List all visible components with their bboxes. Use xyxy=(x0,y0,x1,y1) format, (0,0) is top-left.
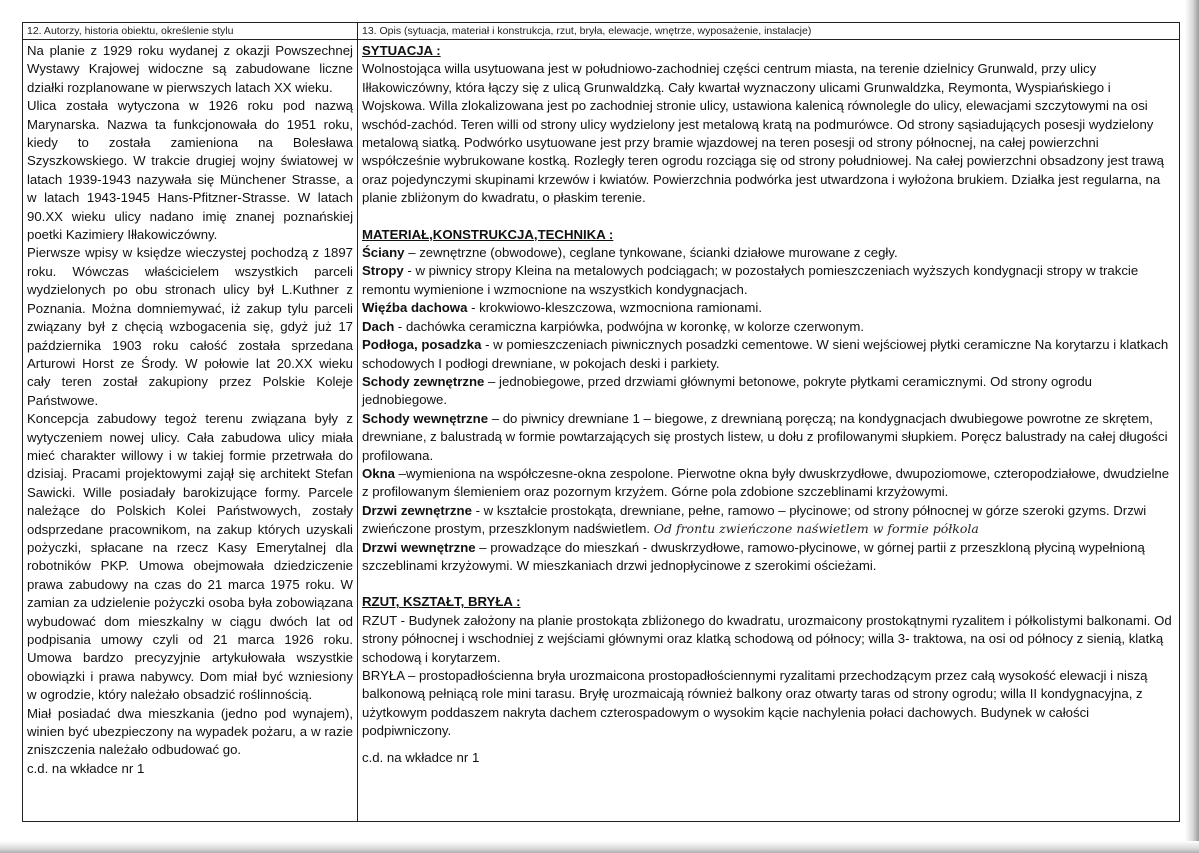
scan-edge-shadow xyxy=(0,841,1199,853)
situation-text: Wolnostojąca willa usytuowana jest w południowo-zachodniej części centrum miasta, na terenie dzielnicy Grunwald, przy ulicy Iłłakowiczówny, która łączy się z ulicą Grunwaldzką. Cały kwartał wyznaczony ulicami Grunwaldzka, Reymonta, Wyspiańskiego i Wojskowa. Willa zlokalizowana jest po zachodniej stronie ulicy, ustawiona kalenicą równolegle do ulicy, elewacjami szczytowymi na osi wschód-zachód. Teren willi od strony ulicy wydzielony jest metalową kratą na podmurówce. Od strony sąsiadujących posesji wydzielony metalową siatką. Podwórko usytuowane jest przy bramie wjazdowej na teren posesji od strony północnej, na całej powierzchni współcześnie wybrukowane kostką. Rozległy teren ogrodu rozciąga się od strony południowej. Na całej powierzchni obsadzony jest trawą oraz pojedynczymi skupinami krzewów i kwiatów. Powierzchnia podwórka jest utwardzona i wyłożona brukiem. Działka jest regularna, na planie zbliżonym do kwadratu, o płaskim terenie. xyxy=(362,61,1164,206)
handwritten-note: Od frontu zwieńczone naświetlem w formie półkola xyxy=(653,521,979,537)
term-text: - krokwiowo-kleszczowa, wzmocniona ramionami. xyxy=(467,300,763,316)
term-label: Więźba dachowa xyxy=(362,300,468,316)
term-label: Schody zewnętrzne xyxy=(362,373,485,389)
term-text: - w kształcie prostokąta, drewniane, pełne, ramowo – płycinowe; od strony północnej w górze szeroki gzyms. Drzwi zwieńczone prostym, przeszklonym nadświetlem. xyxy=(362,502,1147,537)
column-divider xyxy=(357,23,358,821)
material-item-roof xyxy=(362,318,1174,336)
material-item-inner-stairs xyxy=(362,410,1174,465)
term-label: Stropy xyxy=(362,263,404,279)
form-sheet xyxy=(22,22,1180,822)
term-label: Ściany xyxy=(362,245,405,261)
scan-edge-shadow xyxy=(1185,0,1199,853)
plan-paragraph: BRYŁA – prostopadłościenna bryła urozmaicona prostopadłościennymi ryzalitami przechodzącym przez całą wysokość elewacji i niszą balkonową pełniącą role mini tarasu. Bryłę urozmaicają również balkony oraz otwarty taras od strony ogrodu; willa II kondygnacyjna, z użytkowym poddaszem nakryta dachem czterospadowym o wysokim kącie nachylenia połaci dachowych. Budynek w całości podpiwniczony. xyxy=(362,668,1148,739)
material-item-outer-doors xyxy=(362,502,1174,539)
history-paragraph: Koncepcja zabudowy tegoż terenu związana były z wytyczeniem nowej ulicy. Cała zabudowa ulicy miała mieć charakter willowy i w takiej formie przetrwała do dzisiaj. Pracami projektowymi zajął się architekt Stefan Sawicki. Wille posiadały barokizujące formy. Parcele należące do Polskich Kolei Państwowych, zostały odsprzedane pracownikom, na zakup których uzyskali pożyczki, spłacane na rzecz Kasy Emerytalnej dla robotników PKP. Umowa obejmowała dziedziczenie prawa zabudowy na czas do 21 marca 1975 roku. W zamian za udzielenie pożyczki osoba była zobowiązana wybudować dom mieszkalny w ciągu dwóch lat od podpisania umowy czyli od 21 marca 1926 roku. Umowa bardzo precyzyjnie artykułowała wszystkie obowiązki i prawa nabywcy. Dom miał być wzniesiony w ogrodzie, który należało obsadzić roślinnością. xyxy=(27,411,353,703)
term-label: Podłoga, posadzka xyxy=(362,337,482,353)
spacer xyxy=(362,575,1174,593)
term-label: Drzwi wewnętrzne xyxy=(362,539,476,555)
history-paragraph: Pierwsze wpisy w księdze wieczystej pochodzą z 1897 roku. Wówczas właścicielem wszystkich parceli wydzielonych po obu stronach ulicy był L.Kuthner z Poznania. Można domniemywać, iż zakup tylu parceli związany był z chęcią wzbogacenia się, gdyż już 17 października 1903 roku całość została sprzedana Arturowi Horst ze Środy. W połowie lat 20.XX wieku cały teren został zakupiony przez Polskie Koleje Państwowe. xyxy=(27,245,353,408)
term-label: Okna xyxy=(362,465,395,481)
material-item-floors xyxy=(362,336,1174,373)
material-item-walls xyxy=(362,244,1174,262)
term-label: Schody wewnętrzne xyxy=(362,410,489,426)
term-text: - w pomieszczeniach piwnicznych posadzki cementowe. W sieni wejściowej płytki ceramiczne Na korytarzu i klatkach schodowych I podłogi drewniane, w pokojach deski i parkiety. xyxy=(362,337,1169,371)
material-item-inner-doors xyxy=(362,539,1174,576)
term-text: - w piwnicy stropy Kleina na metalowych podciągach; w pozostałych pomieszczeniach wyższych kondygnacji stropy w trakcie remontu wymienione i wzmocnione na wszystkich kondygnacjach. xyxy=(362,263,1139,297)
history-paragraph: Na planie z 1929 roku wydanej z okazji Powszechnej Wystawy Krajowej widoczne są zabudowane liczne działki rozplanowane w pierwszych latach XX wieku. xyxy=(27,43,353,95)
section-title-plan: RZUT, KSZTAŁT, BRYŁA : xyxy=(362,594,521,610)
material-item-outer-stairs xyxy=(362,373,1174,410)
term-text: – jednobiegowe, przed drzwiami głównymi betonowe, pokryte płytkami ceramicznymi. Od strony ogrodu jednobiegowe. xyxy=(362,373,1093,408)
material-item-roof-truss xyxy=(362,299,1174,317)
material-item-ceilings xyxy=(362,262,1174,299)
history-paragraph: Miał posiadać dwa mieszkania (jedno pod wynajem), winien być ubezpieczony na wypadek pożaru, a w razie zniszczenia należało odbudować go. xyxy=(27,705,353,758)
section-title-material: MATERIAŁ,KONSTRUKCJA,TECHNIKA : xyxy=(362,226,614,242)
continuation-note: c.d. na wkładce nr 1 xyxy=(362,749,480,765)
header-description: 13. Opis (sytuacja, materiał i konstrukcja, rzut, bryła, elewacje, wnętrze, wyposażenie, instalacje) xyxy=(358,23,1179,40)
term-text: – do piwnicy drewniane 1 – biegowe, z drewnianą poręczą; na kondygnacjach dwubiegowe powrotne ze skrętem, drewniane, z balustradą w formie powtarzających się prostych listew, u dołu z profilowanymi słupkiem. Poręcz balustrady na całej długości profilowana. xyxy=(362,410,1168,463)
term-label: Drzwi zewnętrzne xyxy=(362,502,472,518)
plan-paragraph: RZUT - Budynek założony na planie prostokąta zbliżonego do kwadratu, urozmaicony prostokątnymi ryzalitem i półkolistymi balkonami. Od strony północnej i wschodniej z wejściami głównymi oraz klatką schodową od północy; willa 3- traktowa, na osi od północy z sienią, klatką schodową i korytarzem. xyxy=(362,612,1172,665)
term-label: Dach xyxy=(362,318,395,334)
history-paragraph: Ulica została wytyczona w 1926 roku pod nazwą Marynarska. Nazwa ta funkcjonowała do 1951 roku, kiedy to została zamieniona na Bolesława Szyszkowskiego. W trakcie drugiej wojny światowej w latach 1939-1943 nazywała się Münchener Strasse, a w latach 1943-1945 Hans-Pfitzner-Strasse. W latach 90.XX wieku ulicy nadano imię znanej poznańskiej poetki Kazimiery Iłłakowiczówny. xyxy=(27,98,353,243)
term-text: - dachówka ceramiczna karpiówka, podwójna w koronkę, w kolorze czerwonym. xyxy=(394,318,865,334)
history-column xyxy=(27,42,353,778)
description-column xyxy=(362,42,1174,767)
spacer xyxy=(362,208,1174,226)
term-text: – prowadzące do mieszkań - dwuskrzydłowe, ramowo-płycinowe, w górnej partii z przeszkloną płyciną wypełnioną szczeblinami krzyżowymi. W mieszkaniach drzwi jednopłycinowe z szerokimi ościeżami. xyxy=(362,539,1145,573)
header-authors-history: 12. Autorzy, historia obiektu, określenie stylu xyxy=(23,23,357,40)
section-title-situation: SYTUACJA : xyxy=(362,43,441,58)
material-item-windows xyxy=(362,465,1174,502)
term-text: – zewnętrzne (obwodowe), ceglane tynkowane, ścianki działowe murowane z cegły. xyxy=(404,245,898,261)
continuation-note: c.d. na wkładce nr 1 xyxy=(27,760,145,776)
term-text: –wymieniona na współczesne-okna zespolone. Pierwotne okna były dwuskrzydłowe, dwupoziomowe, czteropodziałowe, dwudzielne z profilowanym ślemieniem oraz pozornym krzyżem. Górne pola zdobione szczeblinami krzyżowymi. xyxy=(362,465,1170,500)
